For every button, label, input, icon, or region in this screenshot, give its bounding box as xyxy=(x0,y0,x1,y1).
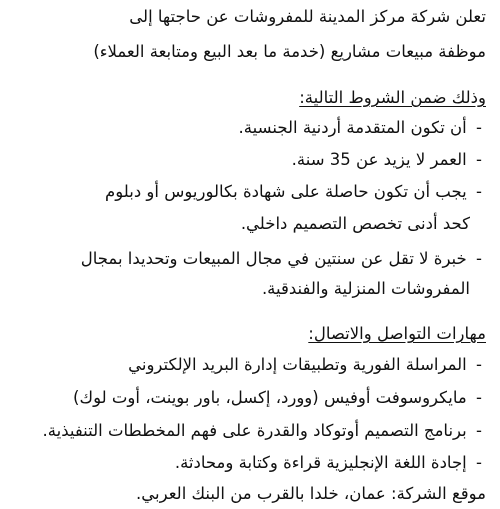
bullet-dash: - xyxy=(476,421,482,440)
condition-item-3-text: يجب أن تكون حاصلة على شهادة بكالوريوس أو دبلوم xyxy=(105,182,467,201)
condition-item-1-text: أن تكون المتقدمة أردنية الجنسية. xyxy=(238,118,467,137)
conditions-heading: وذلك ضمن الشروط التالية: xyxy=(299,88,486,107)
company-location: موقع الشركة: عمان، خلدا بالقرب من البنك العربي. xyxy=(136,484,486,503)
condition-item-2-text: العمر لا يزيد عن 35 سنة. xyxy=(291,150,467,169)
intro-line-2: موظفة مبيعات مشاريع (خدمة ما بعد البيع ومتابعة العملاء) xyxy=(93,42,486,61)
skill-item-3-text: برنامج التصميم أوتوكاد والقدرة على فهم المخططات التنفيذية. xyxy=(42,421,467,440)
condition-item-2 xyxy=(8,145,486,175)
skill-item-1 xyxy=(8,350,486,380)
bullet-dash: - xyxy=(476,388,482,407)
skill-item-3 xyxy=(8,416,486,446)
skill-item-4-text: إجادة اللغة الإنجليزية قراءة وكتابة ومحادثة. xyxy=(174,453,467,472)
bullet-dash: - xyxy=(476,150,482,169)
bullet-dash: - xyxy=(476,453,482,472)
bullet-dash: - xyxy=(476,249,482,268)
condition-item-4 xyxy=(8,244,486,274)
intro-line-1: تعلن شركة مركز المدينة للمفروشات عن حاجتها إلى xyxy=(129,7,486,26)
skills-heading: مهارات التواصل والاتصال: xyxy=(308,324,486,343)
bullet-dash: - xyxy=(476,182,482,201)
skill-item-2-text: مايكروسوفت أوفيس (وورد، إكسل، باور بوينت، أوت لوك) xyxy=(73,388,467,407)
skill-item-4 xyxy=(8,448,486,478)
condition-item-3-continuation: كحد أدنى تخصص التصميم داخلي. xyxy=(240,214,470,233)
skill-item-1-text: المراسلة الفورية وتطبيقات إدارة البريد الإلكتروني xyxy=(128,355,467,374)
skill-item-2 xyxy=(8,383,486,413)
bullet-dash: - xyxy=(476,118,482,137)
bullet-dash: - xyxy=(476,355,482,374)
condition-item-3 xyxy=(8,177,486,207)
condition-item-1 xyxy=(8,113,486,143)
condition-item-4-text: خبرة لا تقل عن سنتين في مجال المبيعات وتحديدا بمجال xyxy=(80,249,467,268)
condition-item-4-continuation: المفروشات المنزلية والفندقية. xyxy=(261,279,470,298)
